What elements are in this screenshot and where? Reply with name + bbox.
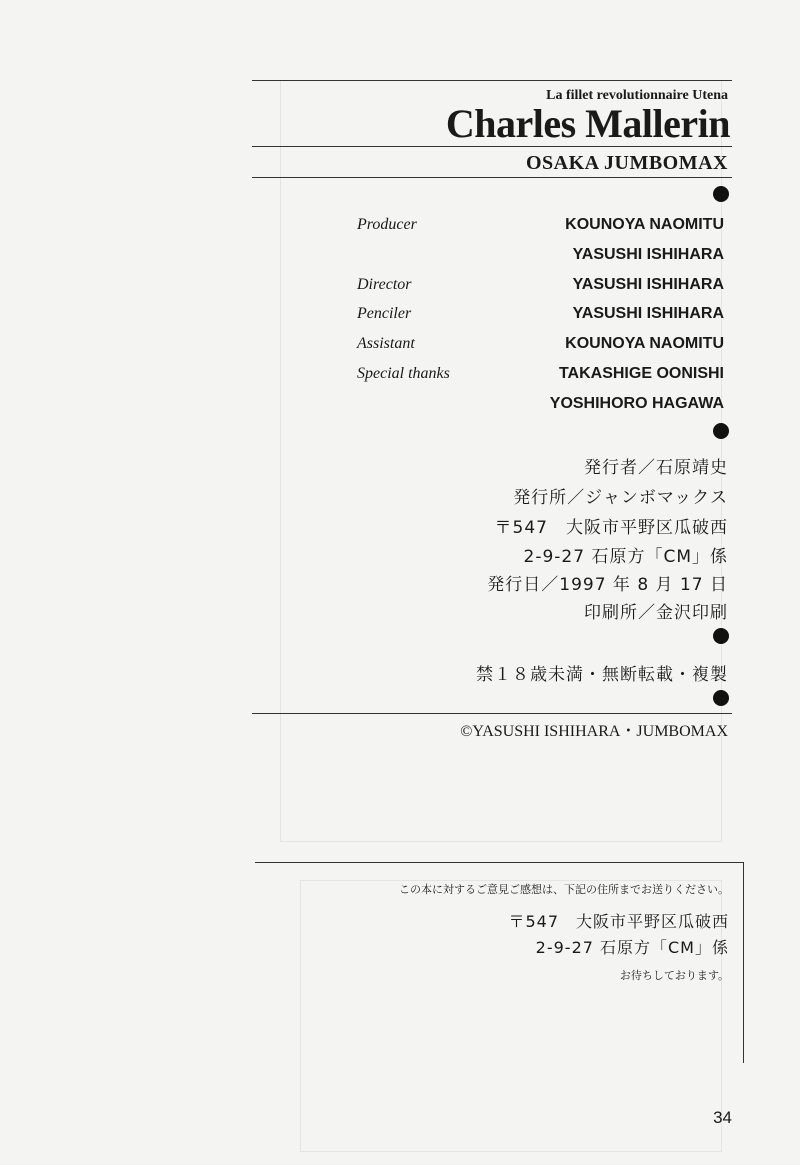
credit-role: Special thanks bbox=[357, 365, 450, 382]
credit-name: YASUSHI ISHIHARA bbox=[572, 246, 724, 263]
printer-line: 印刷所／金沢印刷 bbox=[584, 603, 728, 623]
publisher-line: 発行者／石原靖史 bbox=[584, 458, 728, 478]
feedback-box bbox=[255, 862, 744, 1063]
feedback-closing: お待ちしております。 bbox=[619, 969, 729, 982]
credit-name: YASUSHI ISHIHARA bbox=[572, 276, 724, 293]
feedback-address-line-2: 2-9-27 石原方「CM」係 bbox=[535, 938, 729, 957]
header-bottom-rule bbox=[252, 177, 732, 178]
address-line-1: 〒547 大阪市平野区瓜破西 bbox=[494, 518, 728, 538]
credit-name: KOUNOYA NAOMITU bbox=[565, 216, 724, 233]
age-restriction-notice: 禁１８歳未満・無断転載・複製 bbox=[476, 665, 728, 685]
feedback-address-line-1: 〒547 大阪市平野区瓜破西 bbox=[508, 912, 729, 931]
bullet-dot bbox=[713, 186, 729, 202]
credit-name: YOSHIHORO HAGAWA bbox=[549, 395, 724, 412]
page-title: Charles Mallerin bbox=[445, 101, 730, 146]
studio-name: OSAKA JUMBOMAX bbox=[526, 152, 728, 174]
credit-role: Penciler bbox=[357, 305, 412, 322]
header-middle-rule bbox=[252, 146, 732, 147]
credit-role: Assistant bbox=[357, 335, 415, 352]
bullet-dot bbox=[713, 423, 729, 439]
bullet-dot bbox=[713, 690, 729, 706]
credit-name: TAKASHIGE OONISHI bbox=[558, 365, 724, 382]
address-line-2: 2-9-27 石原方「CM」係 bbox=[523, 547, 728, 567]
subtitle: La fillet revolutionnaire Utena bbox=[546, 88, 728, 103]
credit-name: KOUNOYA NAOMITU bbox=[565, 335, 724, 352]
credit-role: Director bbox=[357, 276, 412, 293]
credit-name: YASUSHI ISHIHARA bbox=[572, 305, 724, 322]
copyright-rule bbox=[252, 713, 732, 714]
credit-role: Producer bbox=[357, 216, 417, 233]
publication-date-line: 発行日／1997 年 8 月 17 日 bbox=[487, 575, 728, 595]
header-top-rule bbox=[252, 80, 732, 81]
feedback-intro: この本に対するご意見ご感想は、下記の住所までお送りください。 bbox=[399, 883, 729, 896]
copyright-line: ©YASUSHI ISHIHARA・JUMBOMAX bbox=[460, 723, 728, 740]
page-number: 34 bbox=[713, 1108, 732, 1127]
publishing-office-line: 発行所／ジャンボマックス bbox=[513, 488, 728, 508]
bullet-dot bbox=[713, 628, 729, 644]
